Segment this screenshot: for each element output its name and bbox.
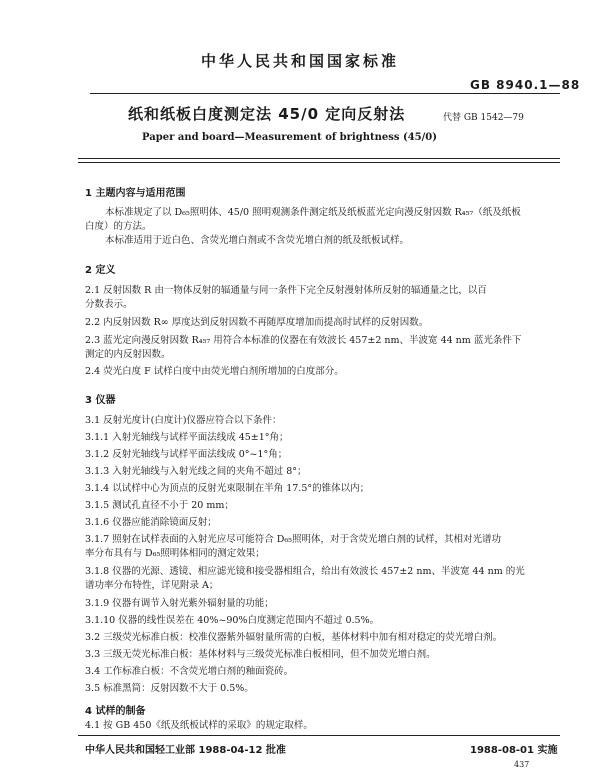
definition-2-4: 2.4 荧光白度 F 试样白度中由荧光增白剂所增加的白度部分。 [85,366,344,377]
english-title: Paper and board—Measurement of brightness (45/0) [142,132,437,143]
standard-number: GB 8940.1—88 [470,78,581,92]
instrument-3-1-7-line-2: 率分布具有与 D₆₅照明体相同的测定效果； [85,548,265,559]
approval-line: 中华人民共和国轻工业部 1988-04-12 批准 [85,745,286,756]
effective-date: 1988-08-01 实施 [470,745,558,756]
section-1-heading: 1 主题内容与适用范围 [85,188,186,199]
document-title: 纸和纸板白度测定法 45/0 定向反射法 [128,105,406,123]
section-1-paragraph-2: 本标准适用于近白色、含荧光增白剂或不含荧光增白剂的纸及纸板试样。 [105,235,410,246]
national-standard-heading: 中华人民共和国国家标准 [200,52,399,70]
instrument-3-5: 3.5 标准黑筒：反射因数不大于 0.5%。 [85,683,254,694]
definition-2-3-line-2: 测定的内反射因数。 [85,349,171,360]
instrument-3-1-8-line-2: 谱功率分布特性，详见附录 A； [85,580,219,591]
instrument-3-1-1: 3.1.1 入射光轴线与试样平面法线成 45±1°角； [85,432,289,443]
definition-2-3-line-1: 2.3 蓝光定向漫反射因数 R₄₅₇ 用符合本标准的仪器在有效波长 457±2 nm、半波宽 44 nm 蓝光条件下 [85,335,522,346]
sample-preparation-4-1: 4.1 按 GB 450《纸及纸板试样的采取》的规定取样。 [85,720,313,731]
instrument-3-4: 3.4 工作标准白板：不含荧光增白剂的釉面瓷砖。 [85,666,294,677]
definition-2-1-line-1: 2.1 反射因数 R 由一物体反射的辐通量与同一条件下完全反射漫射体所反射的辐通量之比，以百 [85,285,487,296]
section-2-heading: 2 定义 [85,265,116,276]
footer-rule [78,735,560,736]
instrument-3-1-8-line-1: 3.1.8 仪器的光源、透镜、相应滤光镜和接受器相组合，给出有效波长 457±2 nm、半波宽 44 nm 的光 [85,566,525,577]
section-1-paragraph-1-line-1: 本标准规定了以 D₆₅照明体、45/0 照明观测条件测定纸及纸板蓝光定向漫反射因数 R₄₅₇（纸及纸板 [105,207,521,218]
definition-2-2: 2.2 内反射因数 R∞ 厚度达到反射因数不再随厚度增加而提高时试样的反射因数。 [85,317,429,328]
instrument-3-1-10: 3.1.10 仪器的线性误差在 40%~90%白度测定范围内不超过 0.5%。 [85,615,380,626]
instrument-3-1-7-line-1: 3.1.7 照射在试样表面的入射光应尽可能符合 D₆₅照明体，对于含荧光增白剂的试样，其相对光谱功 [85,534,501,545]
instrument-3-1-3: 3.1.3 入射光轴线与入射光线之间的夹角不超过 8°； [85,466,307,477]
section-4-heading: 4 试样的制备 [85,706,146,717]
instrument-3-2: 3.2 三级荧光标准白板：校准仪器紫外辐射量所需的白板，基体材料中加有相对稳定的荧光增白剂。 [85,632,503,643]
replaces-note: 代替 GB 1542—79 [443,113,524,123]
section-1-paragraph-1-line-2: 白度）的方法。 [85,221,152,232]
instrument-3-3: 3.3 三级无荧光标准白板：基体材料与三级荧光标准白板相同，但不加荧光增白剂。 [85,649,436,660]
definition-2-1-line-2: 分数表示。 [85,299,133,310]
title-double-rule [78,158,560,163]
instrument-3-1-4: 3.1.4 以试样中心为顶点的反射光束限制在半角 17.5°的锥体以内； [85,483,370,494]
instrument-3-1-6: 3.1.6 仪器应能消除镜面反射； [85,517,217,528]
instrument-3-1-5: 3.1.5 测试孔直径不小于 20 mm； [85,500,234,511]
section-3-heading: 3 仪器 [85,395,116,406]
instrument-3-1-2: 3.1.2 反射光轴线与试样平面法线成 0°~1°角； [85,449,288,460]
instrument-3-1-9: 3.1.9 仪器有调节入射光紫外辐射量的功能； [85,598,274,609]
instrument-3-1: 3.1 反射光度计(白度计)仪器应符合以下条件： [85,415,282,426]
header-rule [90,93,560,94]
page-number: 437 [514,760,530,769]
